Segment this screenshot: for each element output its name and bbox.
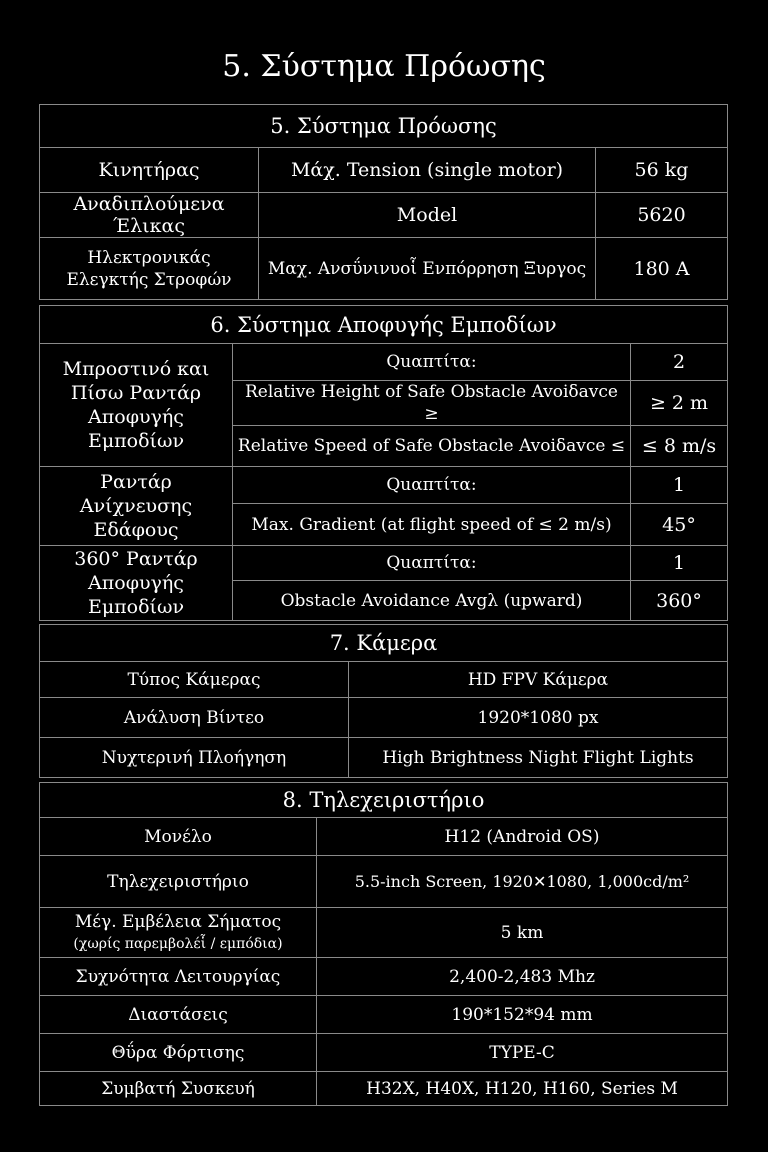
row-value: HD FPV Κάμερα xyxy=(349,662,728,698)
row-label xyxy=(40,908,317,958)
row-label: Ηλεκτρονικάς Ελεγκτής Στροφών xyxy=(40,238,259,300)
row-value: 5620 xyxy=(596,193,728,238)
row-value: 2,400-2,483 Mhz xyxy=(317,958,728,996)
row-value: 45° xyxy=(631,504,728,546)
row-value: 1 xyxy=(631,546,728,581)
row-label: Νυχτερινή Πλοήγηση xyxy=(40,738,349,778)
row-param: Relative Speed of Safe Obstacle Avoiδavce ≤ xyxy=(233,426,631,467)
row-value: ≥ 2 m xyxy=(631,381,728,426)
row-value: 360° xyxy=(631,581,728,621)
row-label: Τύπος Κάμερας xyxy=(40,662,349,698)
row-value: 2 xyxy=(631,344,728,381)
row-param: Quαπτίτα: xyxy=(233,344,631,381)
obstacle-group-label: Ραντάρ Ανίχνευσης Εδάφους xyxy=(40,467,233,546)
row-value: 56 kg xyxy=(596,148,728,193)
row-label: Αναδιπλούμενα Έλικας xyxy=(40,193,259,238)
remote-table xyxy=(39,782,728,1106)
row-value: High Brightness Night Flight Lights xyxy=(349,738,728,778)
row-value: TYPE-C xyxy=(317,1034,728,1072)
row-value: 1 xyxy=(631,467,728,504)
row-param: Model xyxy=(259,193,596,238)
row-value: 5 km xyxy=(317,908,728,958)
row-param: Μάχ. Tension (single motor) xyxy=(259,148,596,193)
row-label: Ανάλυση Βίντεο xyxy=(40,698,349,738)
range-label-sub: (χωρίς παρεμβολέἷ / εμπόδια) xyxy=(73,935,283,952)
row-label: Κινητήρας xyxy=(40,148,259,193)
page-title: 5. Σύστημα Πρόωσης xyxy=(222,49,546,84)
obstacle-group-label: Μπροστινό και Πίσω Ραντάρ Αποφυγής Εμποδίων xyxy=(40,344,233,467)
obstacle-group-label: 360° Ραντάρ Αποφυγής Εμποδίων xyxy=(40,546,233,621)
row-param: Obstacle Avoidance Avgλ (upward) xyxy=(233,581,631,621)
propulsion-table xyxy=(39,104,728,300)
row-value: 5.5-inch Screen, 1920✕1080, 1,000cd/m² xyxy=(317,856,728,908)
row-label: Συχνότητα Λειτουργίας xyxy=(40,958,317,996)
row-value: ≤ 8 m/s xyxy=(631,426,728,467)
row-label: Μονέλο xyxy=(40,818,317,856)
row-label: Διαστάσεις xyxy=(40,996,317,1034)
row-value: 190*152*94 mm xyxy=(317,996,728,1034)
row-value: 1920*1080 px xyxy=(349,698,728,738)
section-title-obstacle: 6. Σύστημα Αποφυγής Εμποδίων xyxy=(40,306,728,344)
section-title-camera: 7. Κάμερα xyxy=(40,625,728,662)
row-label: Συμβατή Συσκευή xyxy=(40,1072,317,1106)
row-label: Τηλεχειριστήριο xyxy=(40,856,317,908)
range-label: Μέγ. Εμβέλεια Σήματος xyxy=(74,911,282,932)
obstacle-table xyxy=(39,305,728,621)
row-param: Relative Height of Safe Obstacle Avoiδavce ≥ xyxy=(233,381,631,426)
camera-table xyxy=(39,624,728,778)
section-title-remote: 8. Τηλεχειριστήριο xyxy=(40,783,728,818)
row-value: H32X, H40X, H120, H160, Series M xyxy=(317,1072,728,1106)
row-param: Quαπτίτα: xyxy=(233,467,631,504)
section-title-propulsion: 5. Σύστημα Πρόωσης xyxy=(40,105,728,148)
row-value: 180 A xyxy=(596,238,728,300)
row-label: Θΰρα Φόρτισης xyxy=(40,1034,317,1072)
row-value: H12 (Android OS) xyxy=(317,818,728,856)
row-param: Quαπτίτα: xyxy=(233,546,631,581)
row-param: Μαχ. Ανσΰνινυοἷ Ενπόρρηση Ξυργος xyxy=(259,238,596,300)
row-param: Max. Gradient (at flight speed of ≤ 2 m/s) xyxy=(233,504,631,546)
